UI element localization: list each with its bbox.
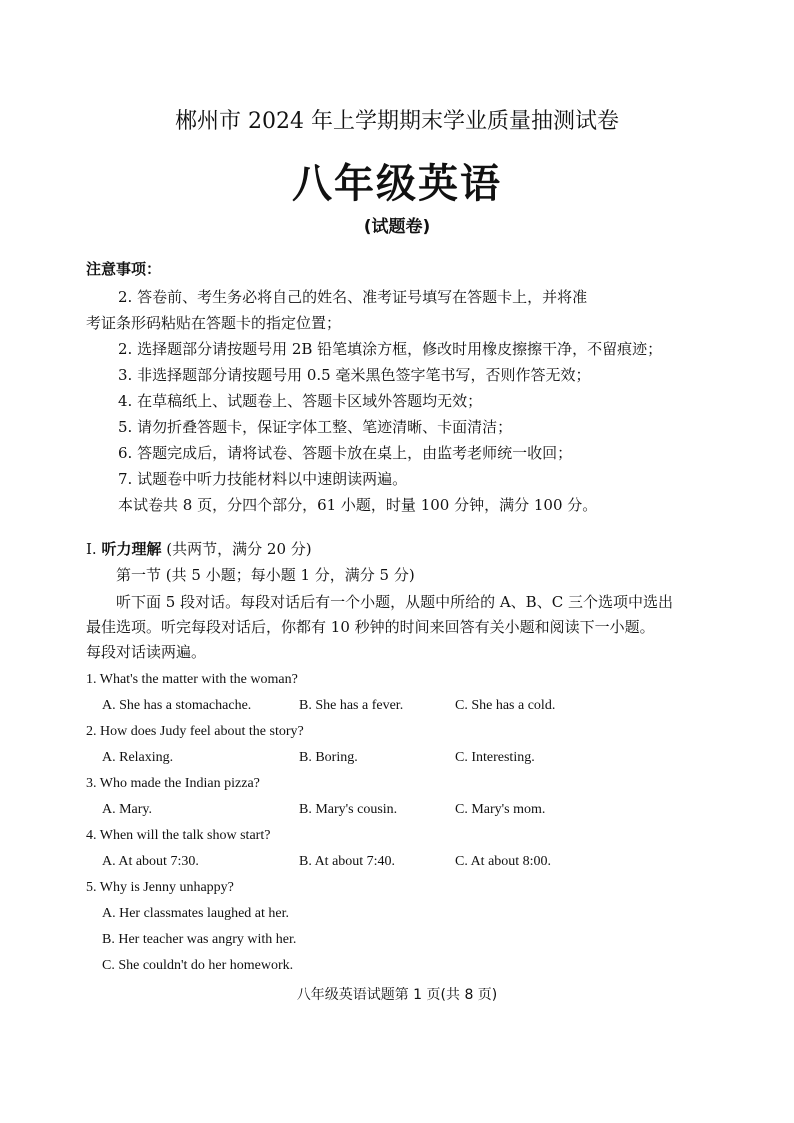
option-a: A. She has a stomachache. — [102, 698, 252, 713]
instruction-line: 最佳选项。听完每段对话后，你都有 10 秒钟的时间来回答有关小题和阅读下一小题。 — [86, 618, 655, 636]
option-b: B. Mary's cousin. — [299, 802, 398, 817]
notice-item: 7. 试题卷中听力技能材料以中速朗读两遍。 — [118, 470, 408, 488]
option-row — [86, 693, 706, 719]
option-b: B. Boring. — [299, 750, 358, 765]
question-list — [86, 667, 706, 979]
instruction-line: 每段对话读两遍。 — [86, 643, 207, 661]
section-numeral: Ⅰ. — [86, 540, 97, 558]
question-stem: 2. How does Judy feel about the story? — [86, 724, 304, 739]
option-row — [86, 797, 706, 823]
instruction-line: 听下面 5 段对话。每段对话后有一个小题，从题中所给的 A、B、C 三个选项中选出 — [116, 593, 673, 611]
listening-instructions — [86, 590, 706, 665]
notice-item: 2. 答卷前、考生务必将自己的姓名、准考证号填写在答题卡上，并将准 — [118, 288, 588, 306]
option-b: B. At about 7:40. — [299, 854, 396, 869]
option-a: A. Relaxing. — [102, 750, 174, 765]
option-a: A. At about 7:30. — [102, 854, 199, 869]
paper-type-label: (试题卷) — [363, 217, 431, 237]
question-stem: 3. Who made the Indian pizza? — [86, 776, 260, 791]
notice-item: 6. 答题完成后，请将试卷、答题卡放在桌上，由监考老师统一收回； — [118, 444, 573, 462]
page-footer: 八年级英语试题第 1 页(共 8 页) — [296, 987, 498, 1003]
exam-title-line: 郴州市 2024 年上学期期末学业质量抽测试卷 — [175, 109, 619, 134]
notice-item: 2. 选择题部分请按题号用 2B 铅笔填涂方框，修改时用橡皮擦擦干净，不留痕迹； — [118, 340, 663, 358]
question-stem: 4. When will the talk show start? — [86, 828, 271, 843]
option-b: B. She has a fever. — [299, 698, 404, 713]
option-c: C. Mary's mom. — [455, 802, 546, 817]
question-stem: 5. Why is Jenny unhappy? — [86, 880, 234, 895]
option-c: C. Interesting. — [455, 750, 535, 765]
notice-item: 4. 在草稿纸上、试题卷上、答题卡区域外答题均无效； — [118, 392, 483, 410]
notice-list — [86, 284, 706, 518]
option-c: C. At about 8:00. — [455, 854, 552, 869]
option-c: C. She has a cold. — [455, 698, 556, 713]
section-title: 听力理解 — [101, 540, 162, 558]
notice-item: 3. 非选择题部分请按题号用 0.5 毫米黑色签字笔书写，否则作答无效； — [118, 366, 591, 384]
notice-heading: 注意事项： — [86, 260, 162, 278]
option-row — [86, 745, 706, 771]
subject-title: 八年级英语 — [292, 161, 502, 207]
option-a: A. Her classmates laughed at her. — [102, 906, 289, 921]
option-row — [86, 849, 706, 875]
option-a: A. Mary. — [102, 802, 153, 817]
notice-summary: 本试卷共 8 页，分四个部分，61 小题，时量 100 分钟，满分 100 分。 — [118, 496, 598, 514]
question-stem: 1. What's the matter with the woman? — [86, 672, 298, 687]
option-b: B. Her teacher was angry with her. — [102, 932, 297, 947]
section-detail: (共两节，满分 20 分) — [166, 540, 312, 558]
part-heading: 第一节 (共 5 小题；每小题 1 分，满分 5 分) — [116, 566, 415, 584]
notice-item: 5. 请勿折叠答题卡，保证字体工整、笔迹清晰、卡面清洁； — [118, 418, 513, 436]
option-c: C. She couldn't do her homework. — [102, 958, 294, 973]
section-heading — [86, 538, 312, 559]
notice-item: 考证条形码粘贴在答题卡的指定位置； — [86, 314, 342, 332]
